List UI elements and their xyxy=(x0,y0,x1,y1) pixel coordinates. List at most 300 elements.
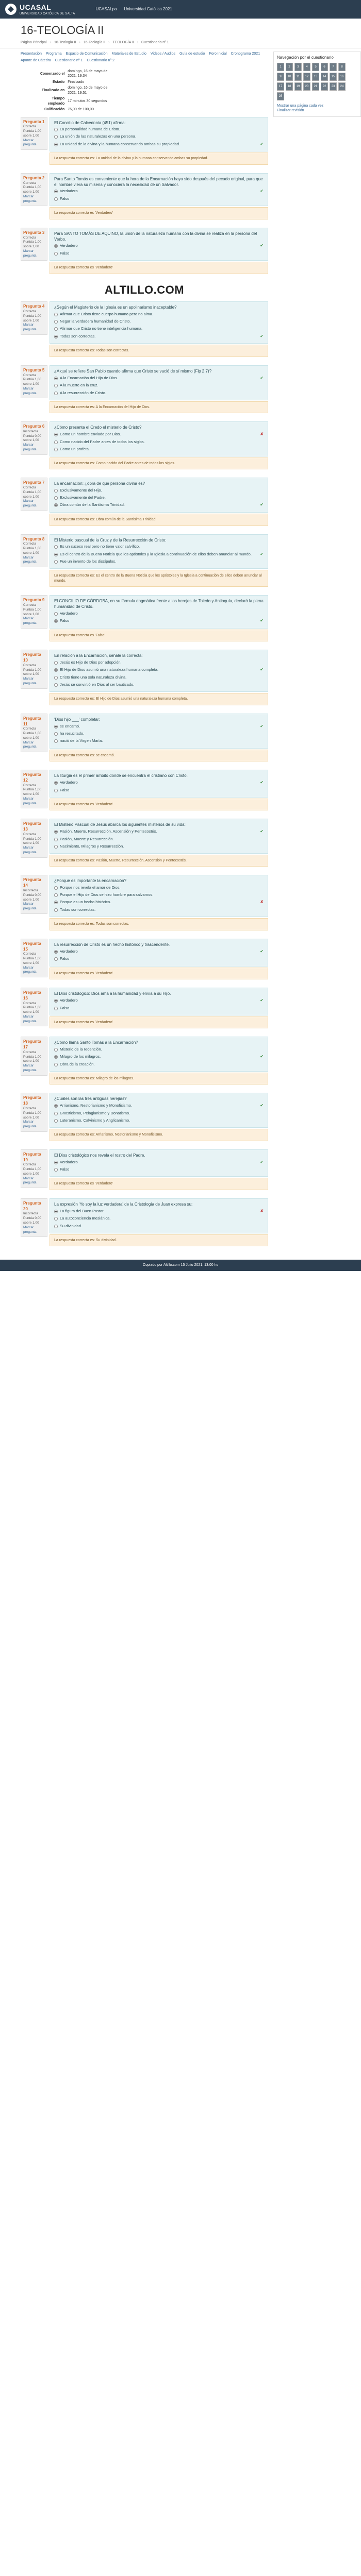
question-nav-cell[interactable]: 19 xyxy=(294,82,302,91)
breadcrumb-item[interactable]: 16-Teología II xyxy=(54,40,76,44)
flag-question-link[interactable]: Marcar pregunta xyxy=(23,846,37,854)
quiz-navigation-title: Navegación por el cuestionario xyxy=(277,55,334,60)
question-nav-cell[interactable]: 21 xyxy=(312,82,319,91)
correct-answer-feedback: La respuesta correcta es 'Verdadero' xyxy=(50,1016,268,1028)
summary-key: Calificación xyxy=(44,108,65,112)
answer-option[interactable] xyxy=(54,610,264,617)
question-nav-cell[interactable]: 1 xyxy=(277,63,284,71)
answer-label: Es un suceso real pero no tiene valor salvífico. xyxy=(60,544,140,549)
answer-label: Cristo tiene una sola naturaleza divina. xyxy=(60,675,127,680)
answer-option[interactable] xyxy=(54,659,264,666)
check-icon: ✔ xyxy=(260,723,264,728)
question-text-box xyxy=(50,939,268,967)
radio-button[interactable] xyxy=(54,384,58,387)
radio-button[interactable] xyxy=(54,901,58,904)
answer-option[interactable] xyxy=(54,446,264,453)
radio-button[interactable] xyxy=(54,683,58,687)
question-text-box xyxy=(50,1149,268,1177)
question xyxy=(21,988,268,1028)
radio-button[interactable] xyxy=(54,1119,58,1123)
question-info xyxy=(21,117,47,150)
attempt-summary xyxy=(36,69,113,113)
question xyxy=(21,1093,268,1141)
question-number: Pregunta 18 xyxy=(23,1095,41,1106)
question-text-box xyxy=(50,1093,268,1128)
quiz-navigation-sidebar xyxy=(268,48,361,1255)
radio-button[interactable] xyxy=(54,739,58,743)
question-nav-cell[interactable]: 20 xyxy=(303,82,310,91)
answer-label: Obra común de la Santísima Trinidad. xyxy=(60,502,125,507)
answer-option[interactable] xyxy=(54,899,264,906)
radio-button[interactable] xyxy=(54,950,58,954)
question xyxy=(21,875,268,930)
radio-button[interactable] xyxy=(54,1225,58,1228)
radio-button[interactable] xyxy=(54,553,58,556)
flag-question-link[interactable]: Marcar pregunta xyxy=(23,443,37,451)
answer-option[interactable] xyxy=(54,723,264,731)
radio-button[interactable] xyxy=(54,128,58,131)
answer-option[interactable] xyxy=(54,1166,264,1173)
question-body xyxy=(50,714,268,761)
check-icon: ✔ xyxy=(260,828,264,834)
question-score: Puntúa 1,00 sobre 1,00 xyxy=(23,1006,42,1014)
radio-button[interactable] xyxy=(54,1112,58,1115)
answer-option[interactable] xyxy=(54,997,264,1005)
question-score: Puntúa 1,00 sobre 1,00 xyxy=(23,129,42,138)
question xyxy=(21,421,268,469)
correct-answer-feedback: La respuesta correcta es 'Falso' xyxy=(50,630,268,641)
radio-button[interactable] xyxy=(54,886,58,890)
radio-button[interactable] xyxy=(54,1063,58,1066)
answer-label: Porque es un hecho histórico. xyxy=(60,900,111,905)
question-nav-cell[interactable]: 12 xyxy=(303,73,310,81)
answer-option[interactable] xyxy=(54,906,264,913)
question-number: Pregunta 13 xyxy=(23,821,41,832)
flag-question-link[interactable]: Marcar pregunta xyxy=(23,555,37,564)
correct-answer-feedback: La respuesta correcta es 'Verdadero' xyxy=(50,799,268,810)
radio-button[interactable] xyxy=(54,392,58,395)
radio-button[interactable] xyxy=(54,830,58,834)
question xyxy=(21,478,268,526)
radio-button[interactable] xyxy=(54,448,58,451)
question-info xyxy=(21,875,47,913)
question xyxy=(21,650,268,705)
radio-button[interactable] xyxy=(54,1055,58,1059)
question-text: La expresión 'Yo soy la luz verdadera' de la Cristología de Juan expresa su: xyxy=(54,1201,193,1207)
question-state: Incorrecta xyxy=(23,429,38,433)
answer-option[interactable] xyxy=(54,543,264,550)
correct-answer-feedback: La respuesta correcta es: Todas son correctas. xyxy=(50,918,268,930)
answer-option[interactable] xyxy=(54,311,264,318)
question-number: Pregunta 11 xyxy=(23,716,41,726)
flag-question-link[interactable]: Marcar pregunta xyxy=(23,902,37,911)
answer-option[interactable] xyxy=(54,1215,264,1222)
finish-review-link[interactable]: Finalizar revisión xyxy=(277,109,304,113)
radio-button[interactable] xyxy=(54,619,58,623)
check-icon: ✔ xyxy=(260,667,264,672)
flag-question-link[interactable]: Marcar pregunta xyxy=(23,194,37,203)
question-nav-cell[interactable]: 9 xyxy=(277,73,284,81)
radio-button[interactable] xyxy=(54,335,58,338)
question-nav-cell[interactable]: 18 xyxy=(286,82,293,91)
answer-option[interactable] xyxy=(54,681,264,688)
correct-answer-feedback: La respuesta correcta es: Su divinidad. xyxy=(50,1234,268,1246)
question-nav-cell[interactable]: 13 xyxy=(312,73,319,81)
breadcrumb-item[interactable]: 16-Teología II xyxy=(83,40,106,44)
radio-button[interactable] xyxy=(54,433,58,436)
answer-option[interactable] xyxy=(54,843,264,850)
question-state: Correcta xyxy=(23,235,36,240)
question-body xyxy=(50,875,268,930)
tab-item[interactable]: Cronograma 2021 xyxy=(231,52,260,56)
radio-button[interactable] xyxy=(54,789,58,792)
answer-option[interactable] xyxy=(54,779,264,787)
breadcrumb-item[interactable]: TEOLOGÍA II xyxy=(112,40,134,44)
breadcrumb-item[interactable]: Página Principal xyxy=(21,40,47,44)
flag-question-link[interactable]: Marcar pregunta xyxy=(23,617,37,625)
answer-option[interactable] xyxy=(54,195,264,202)
answer-option[interactable] xyxy=(54,730,264,737)
flag-question-link[interactable]: Marcar pregunta xyxy=(23,499,37,508)
check-icon: ✔ xyxy=(260,997,264,1003)
answer-option[interactable] xyxy=(54,955,264,962)
answer-option[interactable] xyxy=(54,1208,264,1215)
flag-question-link[interactable]: Marcar pregunta xyxy=(23,965,37,974)
check-icon: ✔ xyxy=(260,375,264,380)
tab-item[interactable]: Programa xyxy=(45,52,62,56)
flag-question-link[interactable]: Marcar pregunta xyxy=(23,796,37,805)
tab-item[interactable]: Espacio de Comunicación xyxy=(65,52,108,56)
question-nav-cell[interactable]: 14 xyxy=(321,73,328,81)
answer-option[interactable] xyxy=(54,325,264,332)
answer-option[interactable] xyxy=(54,318,264,325)
question-score: Puntúa 1,00 sobre 1,00 xyxy=(23,1167,42,1176)
radio-button[interactable] xyxy=(54,440,58,444)
question-text-box xyxy=(50,478,268,513)
radio-button[interactable] xyxy=(54,135,58,139)
radio-button[interactable] xyxy=(54,197,58,201)
correct-answer-feedback: La respuesta correcta es 'Verdadero' xyxy=(50,968,268,979)
answer-option[interactable] xyxy=(54,617,264,625)
summary-value: 76,00 de 100,00 xyxy=(68,108,94,112)
correct-answer-feedback: La respuesta correcta es: El Hijo de Dios asumió una naturaleza humana completa. xyxy=(50,693,268,705)
answer-label: A la muerte en la cruz. xyxy=(60,383,99,388)
quiz-nav-links xyxy=(277,104,357,113)
answer-option[interactable] xyxy=(54,674,264,681)
question-nav-cell[interactable]: 11 xyxy=(294,73,302,81)
answer-option[interactable] xyxy=(54,242,264,250)
flag-question-link[interactable]: Marcar pregunta xyxy=(23,138,37,147)
question-text: La liturgia es el primer ámbito donde se encuentra el cristiano con Cristo. xyxy=(54,773,188,778)
question-nav-cell[interactable]: 22 xyxy=(321,82,328,91)
question-info xyxy=(21,1093,47,1131)
radio-button[interactable] xyxy=(54,1048,58,1052)
flag-question-link[interactable]: Marcar pregunta xyxy=(23,249,37,258)
radio-button[interactable] xyxy=(54,252,58,256)
answer-label: Verdadero xyxy=(60,189,78,194)
answer-label: ha resucitado. xyxy=(60,731,85,736)
tab-item[interactable]: Cuestionario nº 2 xyxy=(87,58,114,62)
question-text-box xyxy=(50,770,268,798)
question-text: ¿Cómo llama Santo Tomás a la Encarnación? xyxy=(54,1040,138,1045)
question-nav-cell[interactable]: 2 xyxy=(286,63,293,71)
answer-option[interactable] xyxy=(54,787,264,794)
question-text-box xyxy=(50,714,268,749)
answer-label: Falso xyxy=(60,196,70,201)
flag-question-link[interactable]: Marcar pregunta xyxy=(23,1064,37,1072)
radio-button[interactable] xyxy=(54,668,58,672)
flag-question-link[interactable]: Marcar pregunta xyxy=(23,1120,37,1129)
tab-item[interactable]: Videos / Audios xyxy=(150,52,175,56)
answer-option[interactable] xyxy=(54,501,264,509)
radio-button[interactable] xyxy=(54,1007,58,1010)
correct-answer-feedback: La respuesta correcta es 'Verdadero' xyxy=(50,207,268,219)
answer-option[interactable] xyxy=(54,828,264,836)
answer-option[interactable] xyxy=(54,188,264,195)
radio-button[interactable] xyxy=(54,1217,58,1221)
answer-option[interactable] xyxy=(54,891,264,899)
radio-button[interactable] xyxy=(54,732,58,736)
tab-item[interactable]: Cuestionario nº 1 xyxy=(55,58,83,62)
radio-button[interactable] xyxy=(54,1168,58,1172)
question-state: Correcta xyxy=(23,181,36,185)
answer-option[interactable] xyxy=(54,558,264,565)
radio-button[interactable] xyxy=(54,143,58,146)
question-number: Pregunta 3 xyxy=(23,230,45,235)
quiz-navigation-block xyxy=(273,52,361,117)
radio-button[interactable] xyxy=(54,661,58,665)
answer-option[interactable] xyxy=(54,1046,264,1053)
question-body xyxy=(50,478,268,526)
answer-label: Pasión, Muerte, Resurrección, Ascensión y Pentecostés. xyxy=(60,828,157,834)
check-icon: ✔ xyxy=(260,189,264,194)
radio-button[interactable] xyxy=(54,320,58,324)
tab-item[interactable]: Presentación xyxy=(21,52,42,56)
breadcrumb-separator: › xyxy=(137,40,139,44)
question-state: Correcta xyxy=(23,125,36,129)
page-title: 16-TEOLOGÍA II xyxy=(21,24,104,37)
answer-option[interactable] xyxy=(54,250,264,257)
radio-button[interactable] xyxy=(54,377,58,380)
question-info xyxy=(21,534,47,568)
answer-label: Falso xyxy=(60,1005,70,1010)
question-info xyxy=(21,1198,47,1237)
question-number: Pregunta 20 xyxy=(23,1200,41,1211)
question-state: Correcta xyxy=(23,1163,36,1167)
radio-button[interactable] xyxy=(54,893,58,897)
breadcrumb-item[interactable]: Cuestionario nº 1 xyxy=(141,40,169,44)
radio-button[interactable] xyxy=(54,327,58,331)
question-info xyxy=(21,988,47,1026)
cross-icon: ✘ xyxy=(260,900,264,905)
answer-option[interactable] xyxy=(54,333,264,341)
tab-item[interactable]: Guía de estudio xyxy=(179,52,205,56)
answer-label: Verdadero xyxy=(60,1159,78,1164)
question-score: Puntúa 1,00 sobre 1,00 xyxy=(23,378,42,386)
question-nav-cell[interactable]: 10 xyxy=(286,73,293,81)
question-nav-cell[interactable]: 24 xyxy=(338,82,346,91)
answer-label: se encarnó. xyxy=(60,723,80,728)
question-text-box xyxy=(50,365,268,400)
show-one-page-link[interactable]: Mostrar una página cada vez xyxy=(277,104,324,108)
question-text: En relación a la Encarnación, señale la correcta: xyxy=(54,653,143,658)
question-score: Puntúa 1,00 sobre 1,00 xyxy=(23,957,42,965)
question-score: Puntúa 1,00 sobre 1,00 xyxy=(23,314,42,323)
correct-answer-feedback: La respuesta correcta es: La unidad de la divina y la humana conservando ambas su propiedad. xyxy=(50,152,268,164)
answer-label: Falso xyxy=(60,251,70,256)
question-text: El Misterio Pascual de Jesús abarca los siguientes misterios de su vida: xyxy=(54,822,186,827)
radio-button[interactable] xyxy=(54,838,58,841)
answer-option[interactable] xyxy=(54,1223,264,1230)
answer-option[interactable] xyxy=(54,389,264,397)
answer-option[interactable] xyxy=(54,1102,264,1110)
question-state: Correcta xyxy=(23,1001,36,1005)
flag-question-link[interactable]: Marcar pregunta xyxy=(23,386,37,395)
check-icon: ✔ xyxy=(260,502,264,507)
top-nav-link[interactable]: UCASALpa xyxy=(95,6,117,11)
breadcrumb-separator: › xyxy=(108,40,110,44)
question-text: ¿Según el Magisterio de la Iglesia es un apolinarismo inaceptable? xyxy=(54,305,177,310)
summary-value: domingo, 16 de mayo de 2021, 19:34 xyxy=(68,70,108,78)
answer-option[interactable] xyxy=(54,551,264,558)
question-nav-cell[interactable]: 25 xyxy=(277,92,284,100)
answer-label: Pasión, Muerte y Resurrección. xyxy=(60,836,114,841)
question-body xyxy=(50,819,268,867)
radio-button[interactable] xyxy=(54,845,58,849)
tab-item[interactable]: Materiales de Estudio xyxy=(111,52,146,56)
radio-button[interactable] xyxy=(54,725,58,728)
answer-label: Falso xyxy=(60,787,70,792)
flag-question-link[interactable]: Marcar pregunta xyxy=(23,677,37,685)
summary-value: Finalizado xyxy=(68,80,85,84)
answer-option[interactable] xyxy=(54,133,264,140)
tab-item[interactable]: Foro Inicial xyxy=(209,52,227,56)
radio-button[interactable] xyxy=(54,560,58,564)
question-body xyxy=(50,650,268,705)
question-nav-cell[interactable]: 17 xyxy=(277,82,284,91)
answer-label: nació de la Virgen María. xyxy=(60,738,103,743)
flag-question-link[interactable]: Marcar pregunta xyxy=(23,1014,37,1023)
answer-option[interactable] xyxy=(54,431,264,438)
radio-button[interactable] xyxy=(54,489,58,493)
answer-label: Como un profeta. xyxy=(60,446,90,451)
answer-label: Todas son correctas. xyxy=(60,333,96,338)
radio-button[interactable] xyxy=(54,1161,58,1164)
answer-option[interactable] xyxy=(54,666,264,674)
question-state: Correcta xyxy=(23,1107,36,1111)
answer-option[interactable] xyxy=(54,1053,264,1061)
question-nav-cell[interactable]: 4 xyxy=(303,63,310,71)
answer-label: Misterio de la redención. xyxy=(60,1046,102,1052)
question-nav-cell[interactable]: 5 xyxy=(312,63,319,71)
answer-option[interactable] xyxy=(54,141,264,148)
radio-button[interactable] xyxy=(54,313,58,316)
flag-question-link[interactable]: Marcar pregunta xyxy=(23,323,37,332)
question-number: Pregunta 5 xyxy=(23,367,45,372)
question-nav-cell[interactable]: 6 xyxy=(321,63,328,71)
question-number: Pregunta 19 xyxy=(23,1151,41,1162)
question-body xyxy=(50,173,268,219)
question-state: Correcta xyxy=(23,727,36,731)
answer-option[interactable] xyxy=(54,737,264,744)
brand-subtitle: UNIVERSIDAD CATÓLICA DE SALTA xyxy=(20,12,75,16)
answer-option[interactable] xyxy=(54,375,264,382)
radio-button[interactable] xyxy=(54,908,58,912)
tab-item[interactable]: Apunte de Cátedra xyxy=(21,58,51,62)
question xyxy=(21,770,268,810)
summary-key: Finalizado en xyxy=(41,89,65,93)
question-score: Puntúa 0,00 sobre 1,00 xyxy=(23,893,42,902)
answer-option[interactable] xyxy=(54,1005,264,1012)
cross-icon: ✘ xyxy=(260,431,264,436)
answer-option[interactable] xyxy=(54,1117,264,1124)
check-icon: ✔ xyxy=(260,1159,264,1164)
flag-question-link[interactable]: Marcar pregunta xyxy=(23,1225,37,1234)
radio-button[interactable] xyxy=(54,496,58,500)
question-info xyxy=(21,301,47,335)
question-text: Para Santo Tomás es conveniente que la hora de la Encarnación haya sido después del pecado original, para que el hombre viera su miseria y conociera la necesidad de un Salvador. xyxy=(54,176,263,187)
flag-question-link[interactable]: Marcar pregunta xyxy=(23,1176,37,1185)
radio-button[interactable] xyxy=(54,957,58,961)
answer-option[interactable] xyxy=(54,438,264,446)
radio-button[interactable] xyxy=(54,244,58,248)
answer-option[interactable] xyxy=(54,1061,264,1068)
question-nav-cell[interactable]: 3 xyxy=(294,63,302,71)
question xyxy=(21,534,268,587)
radio-button[interactable] xyxy=(54,545,58,549)
answer-label: Es el centro de la Buena Noticia que los apóstoles y la Iglesia a continuación de ellos deben anunciar al mundo. xyxy=(60,551,252,556)
radio-button[interactable] xyxy=(54,676,58,680)
question-nav-cell[interactable]: 8 xyxy=(338,63,346,71)
answer-option[interactable] xyxy=(54,948,264,956)
answer-option[interactable] xyxy=(54,382,264,389)
radio-button[interactable] xyxy=(54,190,58,193)
top-nav-link[interactable]: Universidad Católica 2021 xyxy=(124,6,172,11)
answer-option[interactable] xyxy=(54,1159,264,1166)
question-nav-cell[interactable]: 15 xyxy=(330,73,337,81)
footer: Copiado por Altillo.com 15 Julio 2021, 13:00 hs xyxy=(0,1260,361,1270)
radio-button[interactable] xyxy=(54,781,58,785)
radio-button[interactable] xyxy=(54,1210,58,1213)
answer-option[interactable] xyxy=(54,494,264,501)
question-nav-grid xyxy=(277,63,357,100)
question-score: Puntúa 1,00 sobre 1,00 xyxy=(23,1111,42,1120)
question-state: Correcta xyxy=(23,542,36,546)
question-score: Puntúa 1,00 sobre 1,00 xyxy=(23,547,42,555)
flag-question-link[interactable]: Marcar pregunta xyxy=(23,740,37,749)
answer-option[interactable] xyxy=(54,1110,264,1117)
question-nav-cell[interactable]: 16 xyxy=(338,73,346,81)
radio-button[interactable] xyxy=(54,503,58,507)
radio-button[interactable] xyxy=(54,612,58,616)
question-text: El Dios cristológico: Dios ama a la humanidad y envía a su Hijo. xyxy=(54,991,171,996)
answer-option[interactable] xyxy=(54,487,264,494)
question-nav-cell[interactable]: 7 xyxy=(330,63,337,71)
answer-option[interactable] xyxy=(54,836,264,843)
question-text-box xyxy=(50,650,268,692)
question xyxy=(21,714,268,761)
correct-answer-feedback: La respuesta correcta es: Es el centro de la Buena Noticia que los apóstoles y la Iglesia a continuación de ellos deben anunciar al mundo. xyxy=(50,570,268,587)
answer-option[interactable] xyxy=(54,126,264,133)
answer-option[interactable] xyxy=(54,884,264,891)
question-nav-cell[interactable]: 23 xyxy=(330,82,337,91)
answer-label: Afirmar que Cristo no tiene inteligencia humana. xyxy=(60,326,143,331)
question-number: Pregunta 4 xyxy=(23,304,45,309)
radio-button[interactable] xyxy=(54,1104,58,1108)
question-number: Pregunta 16 xyxy=(23,990,41,1001)
radio-button[interactable] xyxy=(54,999,58,1003)
question-score: Puntúa 0,00 sobre 1,00 xyxy=(23,1216,42,1225)
